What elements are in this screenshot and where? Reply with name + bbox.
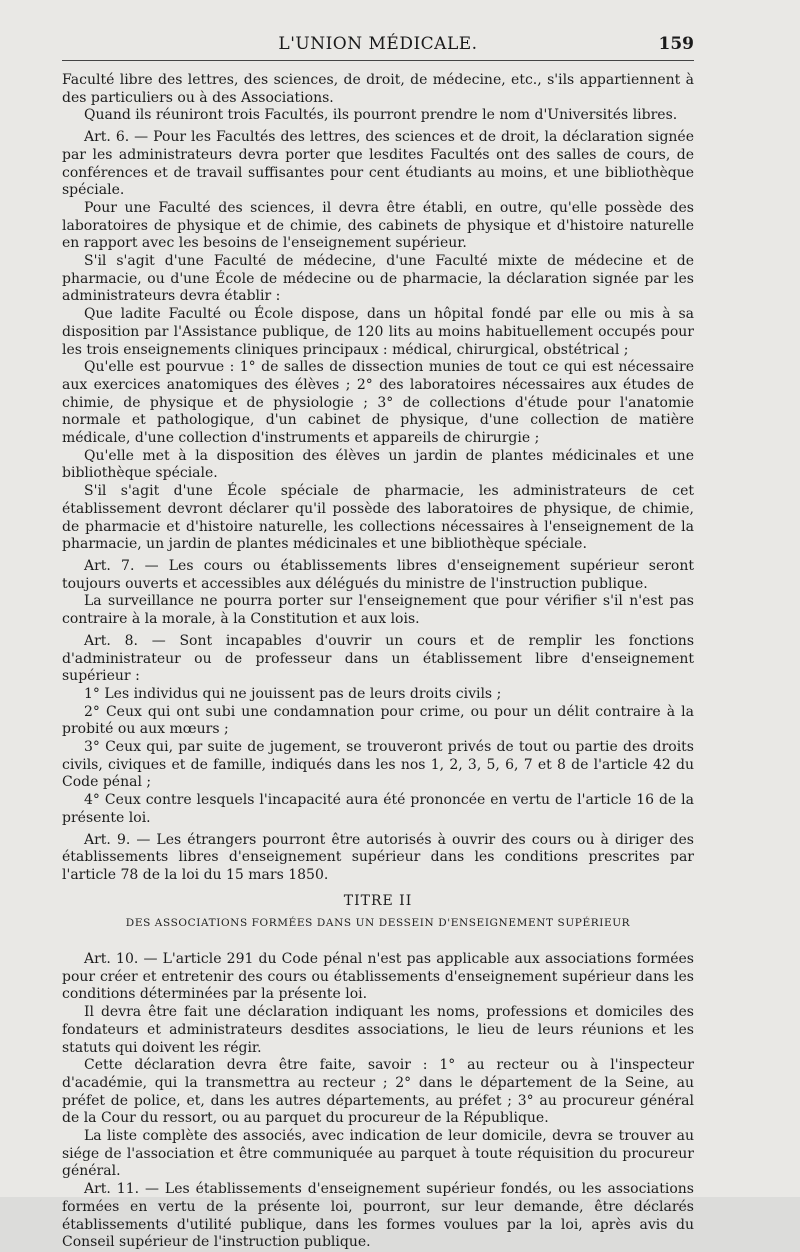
list-item: 4° Ceux contre lesquels l'incapacité aura été prononcée en vertu de l'article 16 de la présente loi. [62, 792, 694, 826]
paragraph: Art. 10. — L'article 291 du Code pénal n'est pas applicable aux associations formées pour créer et entretenir des cours ou établissements d'enseignement supérieur dans les conditions déterminées par la présente loi. [62, 951, 694, 1003]
paragraph: La surveillance ne pourra porter sur l'enseignement que pour vérifier s'il n'est pas contraire à la morale, à la Constitution et aux lois. [62, 593, 694, 628]
section-title: TITRE II [343, 892, 413, 909]
paragraph: Art. 7. — Les cours ou établissements libres d'enseignement supérieur seront toujours ouverts et accessibles aux délégués du ministre de l'instruction publique. [62, 557, 694, 592]
paragraph: Quand ils réuniront trois Facultés, ils pourront prendre le nom d'Universités libres. [84, 107, 678, 124]
paragraph: Faculté libre des lettres, des sciences, de droit, de médecine, etc., s'ils appartiennent à des particuliers ou à des Associations. [62, 72, 694, 106]
paragraph: Qu'elle met à la disposition des élèves un jardin de plantes médicinales et une bibliothèque spéciale. [62, 447, 694, 482]
paragraph: Art. 9. — Les étrangers pourront être autorisés à ouvrir des cours ou à diriger des établissements libres d'enseignement supérieur dans les conditions prescrites par l'article 78 de la loi du 15 mars 1850. [62, 831, 694, 883]
paragraph: Art. 6. — Pour les Facultés des lettres, des sciences et de droit, la déclaration signée par les administrateurs devra porter que lesdites Facultés ont des salles de cours, de conférences et de travail suffisantes pour cent étudiants au moins, et une bibliothèque spéciale. [62, 129, 694, 199]
page-number: 159 [658, 34, 694, 54]
paragraph: S'il s'agit d'une École spéciale de pharmacie, les administrateurs de cet établissement devront déclarer qu'il possède des laboratoires de physique, de chimie, de pharmacie et d'histoire naturelle, les collections nécessaires à l'enseignement de la pharmacie, un jardin de plantes médicinales et une bibliothèque spéciale. [62, 483, 694, 553]
list-item: 2° Ceux qui ont subi une condamnation pour crime, ou pour un délit contraire à la probité ou aux mœurs ; [62, 703, 694, 738]
paragraph: Il devra être fait une déclaration indiquant les noms, professions et domiciles des fondateurs et administrateurs desdites associations, le lieu de leurs réunions et les statuts qui doivent les régir. [62, 1004, 694, 1056]
section-heading [62, 893, 694, 933]
paragraph: Que ladite Faculté ou École dispose, dans un hôpital fondé par elle ou mis à sa disposition par l'Assistance publique, de 120 lits au moins habituellement occupés pour les trois enseignements cliniques principaux : médical, chirurgical, obstétrical ; [62, 306, 694, 358]
paragraph: Art. 8. — Sont incapables d'ouvrir un cours et de remplir les fonctions d'administrateur ou de professeur dans un établissement libre d'enseignement supérieur : [62, 632, 694, 685]
page-header [62, 34, 694, 61]
section-subtitle: DES ASSOCIATIONS FORMÉES DANS UN DESSEIN D'ENSEIGNEMENT SUPÉRIEUR [125, 917, 631, 930]
body-text [62, 72, 694, 1252]
list-item: 1° Les individus qui ne jouissent pas de leurs droits civils ; [84, 685, 502, 702]
paragraph: Art. 11. — Les établissements d'enseignement supérieur fondés, ou les associations formées en vertu de la présente loi, pourront, sur leur demande, être déclarés établissements d'utilité publique, dans les formes voulues par la loi, après avis du Conseil supérieur de l'instruction publique. [62, 1181, 694, 1251]
paragraph: Cette déclaration devra être faite, savoir : 1° au recteur ou à l'inspecteur d'académie, qui la transmettra au recteur ; 2° dans le département de la Seine, au préfet de police, et, dans les autres départements, au préfet ; 3° au procureur général de la Cour du ressort, ou au parquet du procureur de la République. [62, 1057, 694, 1127]
paragraph: La liste complète des associés, avec indication de leur domicile, devra se trouver au siége de l'association et être communiquée au parquet à toute réquisition du procureur général. [62, 1128, 694, 1180]
paragraph: Qu'elle est pourvue : 1° de salles de dissection munies de tout ce qui est nécessaire aux exercices anatomiques des élèves ; 2° des laboratoires nécessaires aux études de chimie, de physique et de physiologie ; 3° de collections d'étude pour l'anatomie normale et pathologique, d'un cabinet de physique, d'une collection de matière médicale, d'une collection d'instruments et appareils de chirurgie ; [62, 359, 694, 447]
paragraph: S'il s'agit d'une Faculté de médecine, d'une Faculté mixte de médecine et de pharmacie, ou d'une École de médecine ou de pharmacie, la déclaration signée par les administrateurs devra établir : [62, 253, 694, 305]
list-item: 3° Ceux qui, par suite de jugement, se trouveront privés de tout ou partie des droits civils, civiques et de famille, indiqués dans les nos 1, 2, 3, 5, 6, 7 et 8 de l'article 42 du Code pénal ; [62, 739, 694, 791]
running-title: L'UNION MÉDICALE. [278, 34, 478, 54]
paragraph: Pour une Faculté des sciences, il devra être établi, en outre, qu'elle possède des laboratoires de physique et de chimie, des cabinets de physique et d'histoire naturelle en rapport avec les besoins de l'enseignement supérieur. [62, 199, 694, 252]
